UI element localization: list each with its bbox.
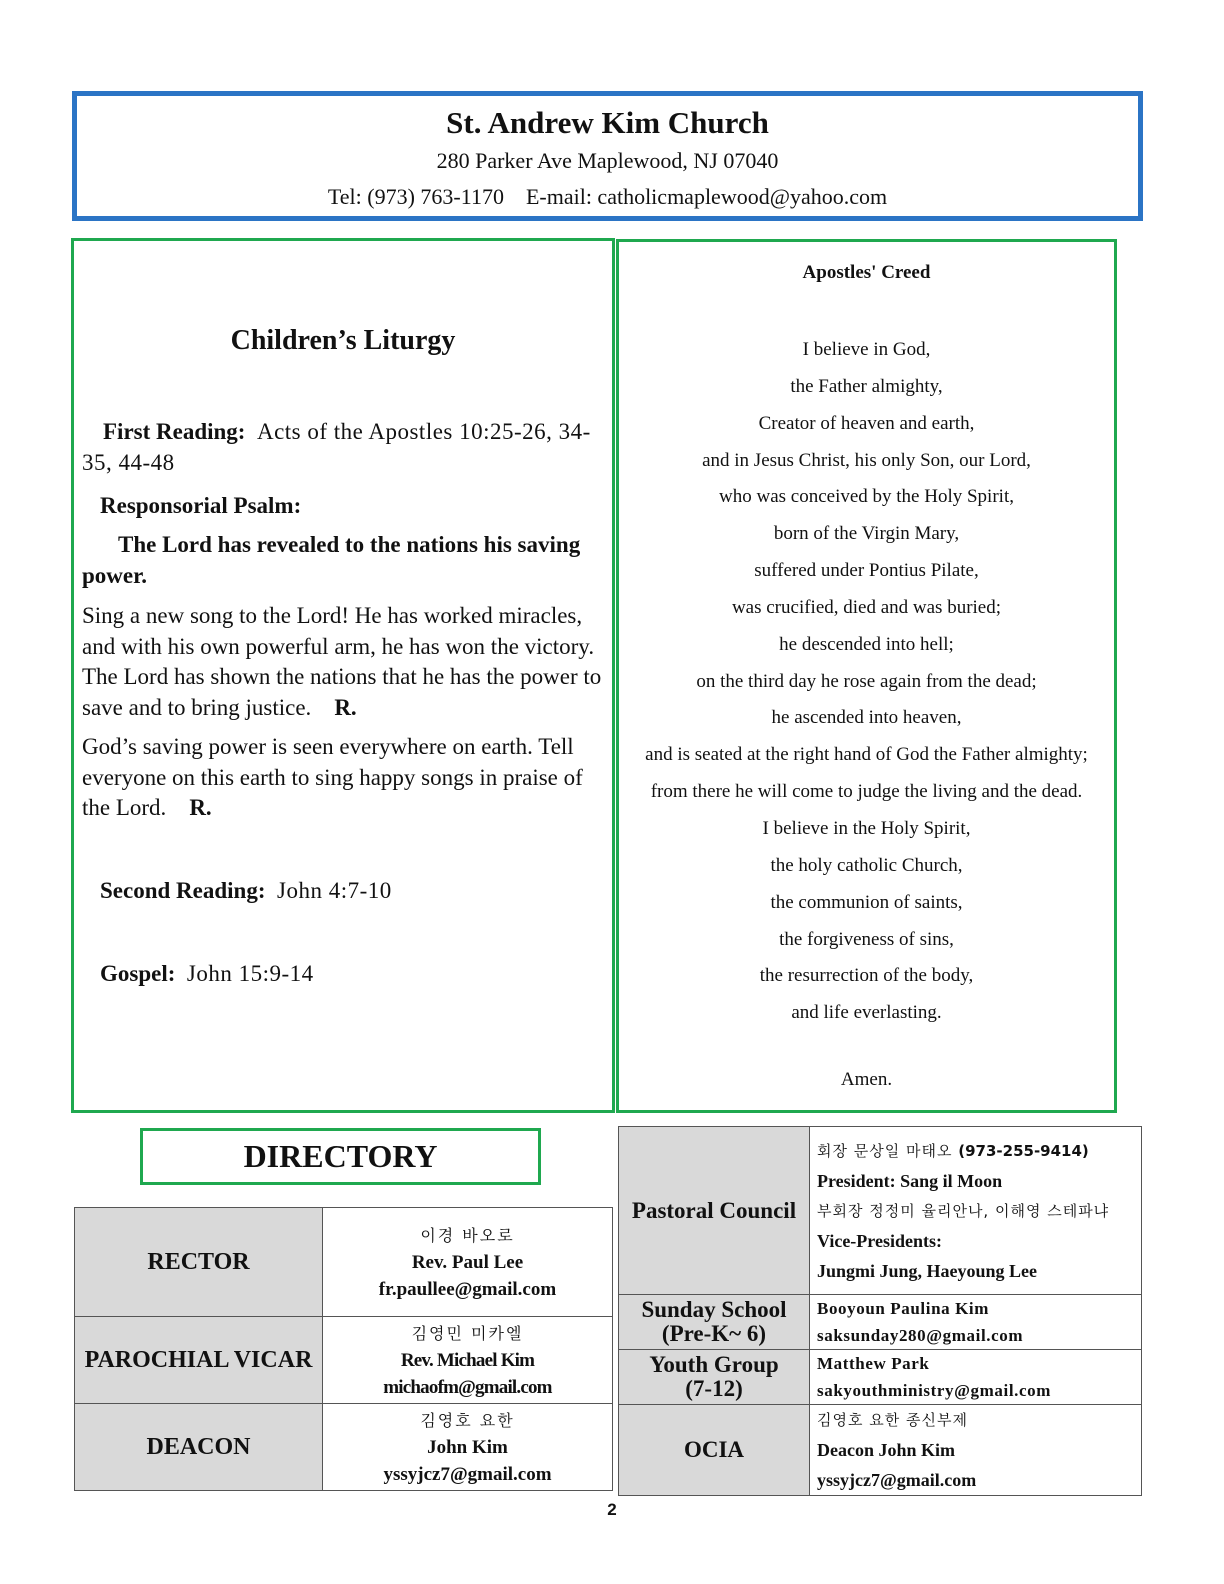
- creed-line: he descended into hell;: [779, 633, 954, 655]
- ocia-label: OCIA: [619, 1405, 810, 1496]
- creed-line: was crucified, died and was buried;: [731, 596, 1002, 618]
- vicar-name: Rev. Michael Kim: [400, 1349, 535, 1371]
- vicar-email[interactable]: michaofm@gmail.com: [383, 1376, 552, 1398]
- psalm-verse-1: [82, 601, 607, 723]
- deacon-email[interactable]: yssyjcz7@gmail.com: [383, 1463, 552, 1485]
- church-email: E-mail: catholicmaplewood@yahoo.com: [525, 184, 888, 209]
- table-row: [75, 1404, 613, 1491]
- sunday-school-label: Sunday School (Pre-K~ 6): [619, 1295, 810, 1350]
- psalm-response: [82, 530, 602, 591]
- table-row: [619, 1350, 1142, 1405]
- table-row: [75, 1317, 613, 1404]
- directory-title: DIRECTORY: [140, 1128, 541, 1185]
- rector-contact: [323, 1208, 613, 1317]
- psalm-label: Responsorial Psalm:: [100, 493, 302, 518]
- youth-group-email[interactable]: sakyouthministry@gmail.com: [817, 1381, 1052, 1400]
- creed-line: and in Jesus Christ, his only Son, our Lord,: [702, 449, 1031, 471]
- deacon-korean-name: 김영호 요한: [420, 1410, 515, 1430]
- church-header: [72, 91, 1143, 221]
- creed-line: he ascended into heaven,: [771, 707, 962, 729]
- ministry-directory-table: [618, 1126, 1142, 1496]
- gospel-reading: [100, 959, 314, 990]
- table-row: [619, 1295, 1142, 1350]
- first-reading-label: First Reading:: [103, 419, 246, 444]
- creed-line: and life everlasting.: [791, 1002, 942, 1024]
- second-reading-text: John 4:7-10: [277, 878, 392, 903]
- creed-line: born of the Virgin Mary,: [773, 523, 960, 545]
- creed-line: from there he will come to judge the living and the dead.: [650, 781, 1083, 803]
- ocia-name: Deacon John Kim: [817, 1440, 956, 1460]
- ocia-contact: [810, 1405, 1142, 1496]
- psalm-response-text: The Lord has revealed to the nations his saving power.: [82, 532, 581, 588]
- gospel-label: Gospel:: [100, 961, 176, 986]
- refrain-mark: R.: [334, 694, 357, 720]
- pastoral-council-contact: [810, 1127, 1142, 1295]
- role-deacon: DEACON: [75, 1404, 323, 1491]
- creed-line: who was conceived by the Holy Spirit,: [719, 486, 1014, 508]
- page-number: 2: [607, 1500, 617, 1519]
- vicar-contact: [323, 1317, 613, 1404]
- sunday-school-email[interactable]: saksunday280@gmail.com: [817, 1326, 1024, 1345]
- rector-korean-name: 이경 바오로: [420, 1225, 515, 1245]
- vice-presidents-korean: 부회장 정정미 율리안나, 이해영 스테파냐: [817, 1201, 1110, 1220]
- creed-line: the Father almighty,: [790, 375, 943, 397]
- first-reading-text: Acts of the Apostles 10:25-26, 34-35, 44-48: [82, 419, 591, 475]
- pastoral-council-label: Pastoral Council: [619, 1127, 810, 1295]
- creed-line: on the third day he rose again from the dead;: [696, 670, 1037, 692]
- president-name: President: Sang il Moon: [817, 1170, 1003, 1191]
- creed-title: Apostles' Creed: [802, 262, 931, 283]
- church-phone: Tel: (973) 763-1170: [327, 184, 504, 209]
- psalm-verse-2: [82, 732, 607, 824]
- vice-presidents-names: Jungmi Jung, Haeyoung Lee: [817, 1260, 1038, 1281]
- table-row: [75, 1208, 613, 1317]
- church-name: St. Andrew Kim Church: [446, 105, 769, 140]
- creed-line: suffered under Pontius Pilate,: [754, 560, 979, 582]
- liturgy-heading: Children’s Liturgy: [230, 325, 456, 356]
- creed-line: the resurrection of the body,: [759, 965, 974, 987]
- youth-group-name: Matthew Park: [817, 1354, 930, 1373]
- president-korean: 회장 문상일 마태오 (973-255-9414): [817, 1141, 1089, 1160]
- ocia-korean-name: 김영호 요한 종신부제: [817, 1411, 968, 1429]
- childrens-liturgy-box: [71, 238, 615, 1113]
- creed-line: the forgiveness of sins,: [779, 928, 954, 950]
- ocia-email[interactable]: yssyjcz7@gmail.com: [817, 1470, 977, 1490]
- apostles-creed-box: [616, 239, 1117, 1113]
- role-rector: RECTOR: [75, 1208, 323, 1317]
- verse-2-text: God’s saving power is seen everywhere on earth. Tell everyone on this earth to sing happy songs in praise of the Lord.: [82, 734, 583, 820]
- creed-amen: Amen.: [840, 1069, 893, 1090]
- youth-group-label: Youth Group (7-12): [619, 1350, 810, 1405]
- refrain-mark: R.: [189, 795, 212, 820]
- rector-name: Rev. Paul Lee: [411, 1251, 524, 1273]
- deacon-name: John Kim: [427, 1436, 508, 1458]
- church-contact: [77, 181, 1138, 213]
- table-row: [619, 1405, 1142, 1496]
- vice-presidents-label: Vice-Presidents:: [817, 1230, 942, 1251]
- verse-1-text: Sing a new song to the Lord! He has worked miracles, and with his own powerful arm, he has won the victory. The Lord has shown the nations that he has the power to save and to bring justice.: [82, 603, 602, 720]
- rector-email[interactable]: fr.paullee@gmail.com: [378, 1278, 557, 1300]
- creed-line: the communion of saints,: [770, 891, 963, 913]
- role-parochial-vicar: PAROCHIAL VICAR: [75, 1317, 323, 1404]
- gospel-text: John 15:9-14: [186, 961, 314, 986]
- church-address: 280 Parker Ave Maplewood, NJ 07040: [436, 148, 779, 173]
- second-reading: [100, 876, 392, 907]
- creed-lines: [619, 332, 1114, 1032]
- vicar-korean-name: 김영민 미카엘: [411, 1323, 524, 1343]
- table-row: [619, 1127, 1142, 1295]
- clergy-directory-table: [74, 1207, 613, 1491]
- president-phone: (973-255-9414): [958, 1141, 1089, 1160]
- deacon-contact: [323, 1404, 613, 1491]
- second-reading-label: Second Reading:: [100, 878, 266, 903]
- creed-line: the holy catholic Church,: [770, 854, 963, 876]
- creed-line: I believe in God,: [802, 339, 931, 360]
- creed-line: and is seated at the right hand of God the Father almighty;: [645, 744, 1088, 766]
- creed-line: Creator of heaven and earth,: [758, 412, 975, 434]
- sunday-school-contact: [810, 1295, 1142, 1350]
- first-reading: [82, 417, 602, 478]
- sunday-school-name: Booyoun Paulina Kim: [817, 1299, 989, 1318]
- youth-group-contact: [810, 1350, 1142, 1405]
- creed-line: I believe in the Holy Spirit,: [762, 817, 971, 839]
